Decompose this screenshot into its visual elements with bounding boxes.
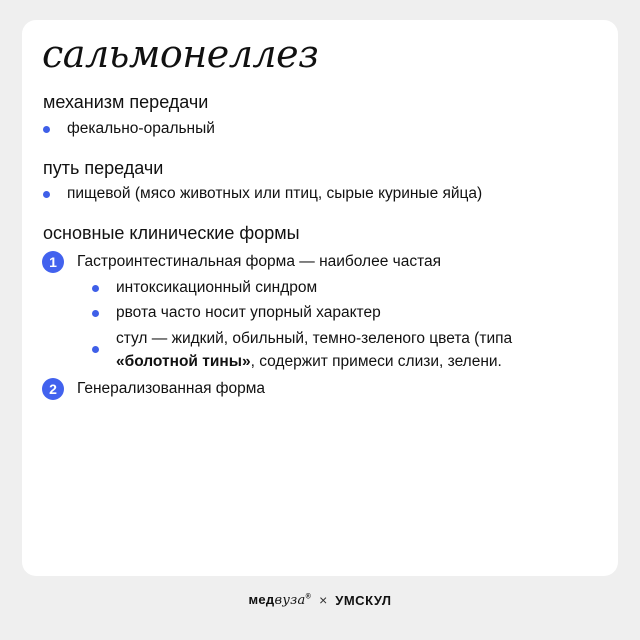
bullet-icon	[43, 126, 50, 133]
separator-icon: ×	[319, 592, 328, 608]
sub-list-item	[92, 279, 317, 297]
form-title-2: Генерализованная форма	[77, 380, 266, 397]
form-title-1: Гастроинтестинальная форма — наиболее частая	[77, 253, 442, 270]
page-title: сальмонеллез	[42, 32, 319, 76]
list-item-text: пищевой (мясо животных или птиц, сырые куриные яйца)	[67, 185, 483, 202]
number-badge-1: 1	[42, 251, 64, 273]
stool-text-bold: «болотной тины»	[116, 353, 251, 370]
section-heading-mechanism: механизм передачи	[43, 92, 209, 112]
section-heading-forms: основные клинические формы	[43, 223, 300, 243]
stool-text-line1: стул — жидкий, обильный, темно-зеленого цвета (типа	[116, 330, 513, 347]
stool-text-rest: , содержит примеси слизи, зелени.	[250, 353, 502, 370]
content-card	[22, 20, 618, 576]
sub-list-item-text: рвота часто носит упорный характер	[116, 304, 381, 321]
list-item-text: фекально-оральный	[67, 120, 215, 137]
list-item	[43, 185, 482, 203]
bullet-icon	[92, 285, 99, 292]
footer-brands	[0, 592, 640, 608]
sub-list-item	[92, 304, 381, 322]
bullet-icon	[92, 310, 99, 317]
bullet-icon	[92, 346, 99, 353]
bullet-icon	[43, 191, 50, 198]
sub-list-item-text: интоксикационный синдром	[116, 279, 318, 296]
number-badge-2: 2	[42, 378, 64, 400]
section-heading-route: путь передачи	[43, 158, 164, 178]
list-item	[43, 120, 215, 138]
sub-list-item-stool	[116, 327, 596, 373]
umskul-logo: УМСКУЛ	[335, 592, 392, 608]
medvuza-logo: медвуза®	[248, 592, 312, 608]
